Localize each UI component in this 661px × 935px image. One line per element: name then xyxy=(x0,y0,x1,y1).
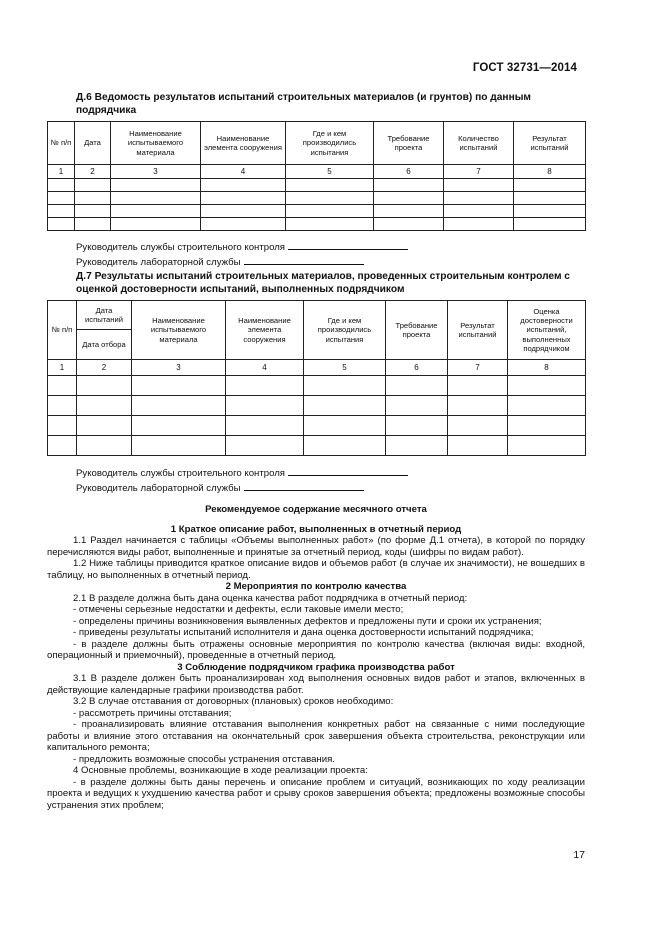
table-header-row xyxy=(48,122,586,165)
document-code: ГОСТ 32731—2014 xyxy=(472,62,577,74)
paragraph: 4 Основные проблемы, возникающие в ходе реализации проекта: xyxy=(73,765,368,776)
main-heading: Рекомендуемое содержание месячного отчета xyxy=(205,504,427,515)
column-number: 4 xyxy=(226,360,304,376)
column-header: Наименование испытываемого материала xyxy=(132,301,226,360)
section-heading: 1 Краткое описание работ, выполненных в отчетный период xyxy=(170,523,462,535)
column-number: 8 xyxy=(514,165,586,179)
column-header: Количество испытаний xyxy=(444,122,514,165)
page-number: 17 xyxy=(573,849,585,861)
column-number: 5 xyxy=(286,165,374,179)
column-number: 3 xyxy=(132,360,226,376)
column-header: Дата xyxy=(75,122,111,165)
table-row xyxy=(48,376,586,396)
column-number: 7 xyxy=(448,360,508,376)
signature-block-2 xyxy=(76,466,408,495)
column-number: 2 xyxy=(75,165,111,179)
bullet-item: - отмечены серьезные недостатки и дефекты, если таковые имели место; xyxy=(73,604,404,615)
column-header: № п/п xyxy=(48,122,75,165)
column-header: Наименование испытываемого материала xyxy=(111,122,201,165)
report-content xyxy=(47,504,585,811)
column-header: № п/п xyxy=(48,301,77,360)
column-header: Дата отбора xyxy=(77,330,132,360)
signature-line: Руководитель лабораторной службы xyxy=(76,481,408,496)
paragraph: 2.1 В разделе должна быть дана оценка качества работ подрядчика в отчетный период: xyxy=(73,592,468,604)
bullet-item: - рассмотреть причины отставания; xyxy=(73,707,232,719)
column-header: Результат испытаний xyxy=(514,122,586,165)
column-header: Требование проекта xyxy=(374,122,444,165)
column-number-row xyxy=(48,165,586,179)
column-number: 2 xyxy=(77,360,132,376)
column-number: 1 xyxy=(48,360,77,376)
column-number: 6 xyxy=(386,360,448,376)
signature-line: Руководитель службы строительного контроля xyxy=(76,466,408,481)
signature-block-1 xyxy=(76,240,408,269)
bullet-item: - в разделе должны быть отражены основные мероприятия по контролю качества (включая виды: входной, операционный и приемочный), проведенные в отчетный период. xyxy=(47,638,585,661)
paragraph: 3.2 В случае отставания от договорных (плановых) сроков необходимо: xyxy=(73,696,394,707)
table-d6 xyxy=(47,121,586,231)
column-number: 3 xyxy=(111,165,201,179)
paragraph: 1.2 Ниже таблицы приводится краткое описание видов и объемов работ (в случае их значимости), не вошедших в таблицу, но выполненных в отчетный период. xyxy=(47,558,585,581)
table-row xyxy=(48,218,586,231)
column-header: Наименование элемента сооружения xyxy=(226,301,304,360)
column-number: 5 xyxy=(304,360,386,376)
table-row xyxy=(48,436,586,456)
section-heading: 2 Мероприятия по контролю качества xyxy=(225,581,407,592)
bullet-item: - приведены результаты испытаний исполнителя и дана оценка достоверности испытаний подрядчика; xyxy=(73,627,534,638)
table-row xyxy=(48,179,586,192)
section-heading: 3 Соблюдение подрядчиком графика производства работ xyxy=(177,661,455,673)
column-header: Результат испытаний xyxy=(448,301,508,360)
table-d7 xyxy=(47,300,586,456)
paragraph: 1.1 Раздел начинается с таблицы «Объемы выполненных работ» (по форме Д.1 отчета), в которой по порядку перечисляются виды работ, выполненные и принятые за отчетный период, коды (шифры по видам работ). xyxy=(47,535,585,558)
bullet-item: - в разделе должны быть даны перечень и описание проблем и ситуаций, возникающих по ходу реализации проекта и ведущих к ухудшению качества работ и срыву сроков завершения объекта; предложены возможные способы устранения этих проблем; xyxy=(47,776,585,811)
section-d7-title: Д.7 Результаты испытаний строительных материалов, проведенных строительным контролем с оценкой достоверности испытаний, выполненных подрядчиком xyxy=(76,271,570,295)
column-header: Где и кем производились испытания xyxy=(304,301,386,360)
signature-line: Руководитель лабораторной службы xyxy=(76,255,408,270)
column-header: Наименование элемента сооружения xyxy=(201,122,286,165)
bullet-item: - определены причины возникновения выявленных дефектов и предложены пути и сроки их устранения; xyxy=(73,615,542,627)
column-number-row xyxy=(48,360,586,376)
table-row xyxy=(48,192,586,205)
column-header: Дата испытаний xyxy=(77,301,132,330)
column-header: Требование проекта xyxy=(386,301,448,360)
table-row xyxy=(48,205,586,218)
section-d6-title: Д.6 Ведомость результатов испытаний строительных материалов (и грунтов) по данным подрядчика xyxy=(76,92,531,116)
column-number: 8 xyxy=(508,360,586,376)
column-number: 6 xyxy=(374,165,444,179)
table-row xyxy=(48,396,586,416)
column-number: 4 xyxy=(201,165,286,179)
table-row xyxy=(48,416,586,436)
bullet-item: - предложить возможные способы устранения отставания. xyxy=(73,753,335,765)
column-number: 7 xyxy=(444,165,514,179)
paragraph: 3.1 В разделе должен быть проанализирован ход выполнения основных видов работ и этапов, включенных в действующие календарные графики производства работ. xyxy=(47,673,585,696)
bullet-item: - проанализировать влияние отставания выполнения конкретных работ на связанные с ними последующие работы и влияние этого отставания на окончательный срок завершения объекта строительства, реконструкции или капитального ремонта; xyxy=(47,719,585,753)
column-header: Оценка достоверности испытаний, выполненных подрядчиком xyxy=(508,301,586,360)
table-header-row xyxy=(48,301,586,330)
column-number: 1 xyxy=(48,165,75,179)
signature-line: Руководитель службы строительного контроля xyxy=(76,240,408,255)
column-header: Где и кем производились испытания xyxy=(286,122,374,165)
